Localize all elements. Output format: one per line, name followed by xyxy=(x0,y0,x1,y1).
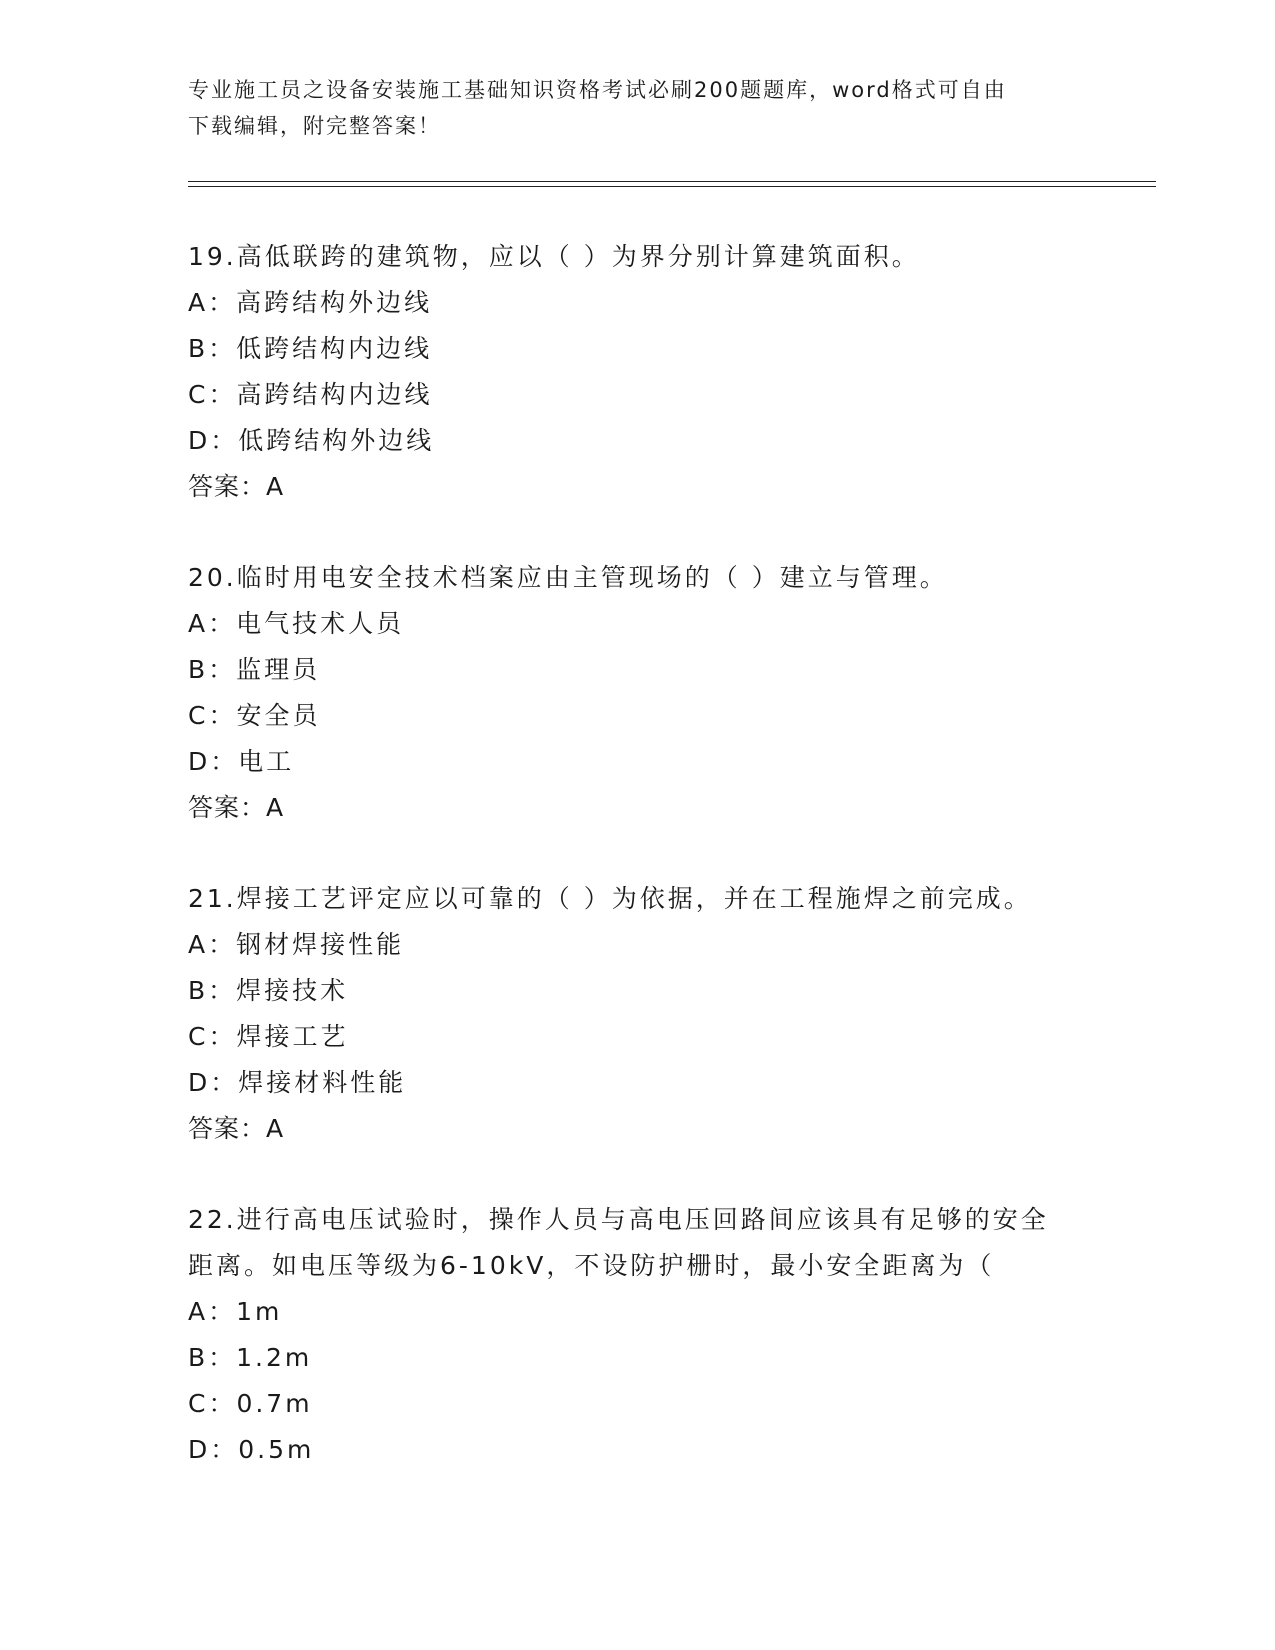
question-22 xyxy=(188,1197,1088,1473)
option-d: D：电工 xyxy=(188,747,295,776)
question-stem-line-2: 距离。如电压等级为6-10kV，不设防护栅时，最小安全距离为（ xyxy=(188,1251,995,1280)
question-stem: 20.临时用电安全技术档案应由主管现场的（ ）建立与管理。 xyxy=(188,563,948,592)
option-c: C：安全员 xyxy=(188,701,321,730)
option-b: B：监理员 xyxy=(188,655,321,684)
question-21 xyxy=(188,876,1088,1152)
option-b: B：1.2m xyxy=(188,1343,313,1372)
option-d: D：低跨结构外边线 xyxy=(188,426,435,455)
option-d: D：焊接材料性能 xyxy=(188,1068,407,1097)
header-line-2: 下载编辑，附完整答案！ xyxy=(188,114,441,138)
option-b: B：低跨结构内边线 xyxy=(188,334,433,363)
question-stem-line-1: 22.进行高电压试验时，操作人员与高电压回路间应该具有足够的安全 xyxy=(188,1205,1049,1234)
answer-line: 答案：A xyxy=(188,1114,285,1143)
question-20 xyxy=(188,555,1088,831)
header-divider-bottom xyxy=(188,186,1156,187)
option-a: A：高跨结构外边线 xyxy=(188,288,433,317)
option-c: C：0.7m xyxy=(188,1389,313,1418)
header-divider-top xyxy=(188,181,1156,182)
option-b: B：焊接技术 xyxy=(188,976,349,1005)
answer-line: 答案：A xyxy=(188,793,285,822)
option-c: C：焊接工艺 xyxy=(188,1022,349,1051)
question-19 xyxy=(188,234,1088,510)
header-line-1: 专业施工员之设备安装施工基础知识资格考试必刷200题题库，word格式可自由 xyxy=(188,78,1007,102)
option-a: A：钢材焊接性能 xyxy=(188,930,405,959)
option-a: A：1m xyxy=(188,1297,283,1326)
option-d: D：0.5m xyxy=(188,1435,315,1464)
question-stem: 19.高低联跨的建筑物，应以（ ）为界分别计算建筑面积。 xyxy=(188,242,920,271)
answer-line: 答案：A xyxy=(188,472,285,501)
question-stem: 21.焊接工艺评定应以可靠的（ ）为依据，并在工程施焊之前完成。 xyxy=(188,884,1032,913)
document-header xyxy=(188,72,1088,144)
option-c: C：高跨结构内边线 xyxy=(188,380,433,409)
option-a: A：电气技术人员 xyxy=(188,609,405,638)
